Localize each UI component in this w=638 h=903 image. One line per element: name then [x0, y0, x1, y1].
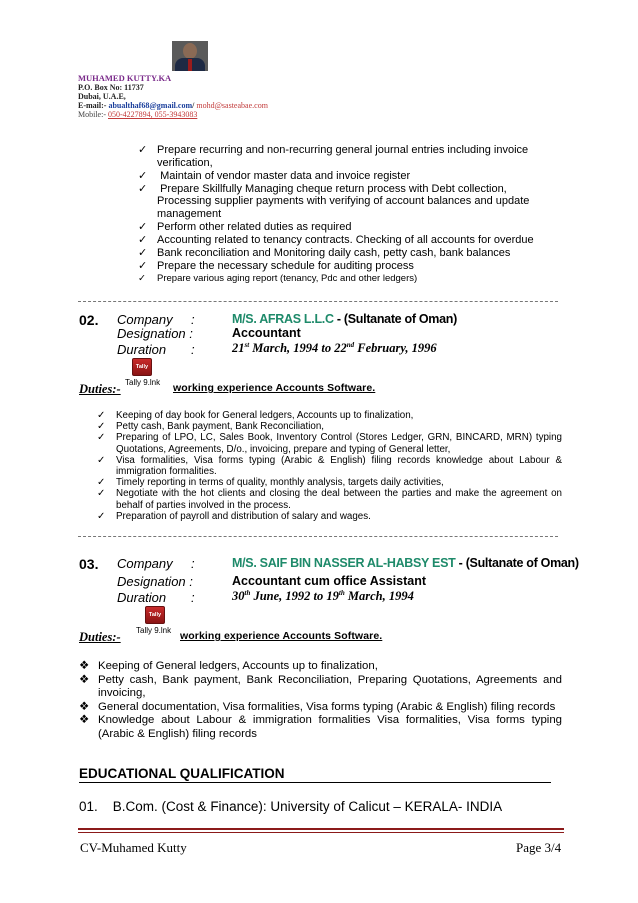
job-2-company-name: M/S. AFRAS L.L.C: [232, 312, 334, 326]
list-item: ✓ Bank reconciliation and Monitoring daily cash, petty cash, bank balances: [138, 246, 511, 259]
job-3-software-text: working experience Accounts Software.: [180, 630, 383, 642]
diamond-bullet-icon: ❖: [79, 673, 90, 686]
email-link-1[interactable]: abualthaf68@gmail.com: [108, 101, 193, 110]
footer-left: CV-Muhamed Kutty: [80, 840, 187, 855]
check-icon: ✓: [138, 144, 148, 156]
check-icon: ✓: [138, 272, 146, 284]
check-icon: ✓: [138, 246, 148, 259]
job-3-company: [232, 556, 579, 570]
list-item: ✓ Visa formalities, Visa forms typing (Arabic & English) filing records knowledge about Labour & immigration formalities.: [97, 454, 562, 478]
job-2-colon: :: [191, 342, 195, 357]
job-2-duration-label: Duration: [117, 342, 167, 357]
job-2-number: 02.: [79, 312, 99, 328]
list-item: ❖ Keeping of General ledgers, Accounts up to finalization,: [79, 660, 378, 672]
check-icon: ✓: [97, 454, 106, 466]
list-item: ✓ Preparing of LPO, LC, Sales Book, Inventory Control (Stores Ledger, GRN, BINCARD, MRN) typing Quotations, Agreements, D/o., invoicing, prepare and typing of General letter,: [97, 432, 562, 455]
check-icon: ✓: [97, 510, 106, 522]
header-name: MUHAMED KUTTY.KA: [78, 73, 172, 83]
list-item: ✓ Timely reporting in terms of quality, monthly analysis, targets daily activities,: [97, 477, 444, 489]
job-3-designation: Accountant cum office Assistant: [232, 574, 427, 588]
header-city: Dubai, U.A.E,: [78, 92, 126, 101]
job-2-duties-label: Duties:-: [79, 382, 121, 396]
job-2-colon: :: [191, 312, 195, 327]
check-icon: ✓: [97, 421, 106, 433]
diamond-bullet-icon: ❖: [79, 660, 90, 672]
job-3-duration: 30th June, 1992 to 19th March, 1994: [232, 589, 414, 604]
job-3-colon: :: [191, 556, 195, 571]
job-3-colon: :: [191, 590, 195, 605]
mobile-number: 050-4227894, 055-3943083: [108, 110, 198, 119]
check-icon: ✓: [138, 259, 148, 272]
job-2-duties-list: [97, 410, 562, 522]
list-item: ✓ Maintain of vendor master data and invoice register: [138, 169, 411, 182]
list-item: ❖ Knowledge about Labour & immigration formalities Visa formalities, Visa forms typing (Arabic & English) filing records: [79, 714, 562, 740]
page-number: Page 3/4: [516, 840, 562, 855]
check-icon: ✓: [97, 410, 106, 421]
list-item: ✓ Petty cash, Bank payment, Bank Reconciliation,: [97, 421, 325, 433]
job-2-software-text: working experience Accounts Software.: [173, 382, 376, 394]
job-2-company-label: Company: [117, 312, 173, 327]
list-item: ✓ Prepare recurring and non-recurring general journal entries including invoice verification,: [138, 144, 529, 169]
section-divider: [78, 301, 558, 302]
education-heading: EDUCATIONAL QUALIFICATION: [79, 766, 551, 783]
diamond-bullet-icon: ❖: [79, 700, 90, 713]
list-item: ✓ Negotiate with the hot clients and closing the deal between the parties and make the agreement on behalf of parties involved in the process.: [97, 488, 562, 511]
job-3-duties-list: [79, 660, 562, 742]
list-item: ✓ Perform other related duties as required: [138, 220, 352, 233]
job-2-company: [232, 312, 457, 326]
job-3-number: 03.: [79, 556, 99, 572]
tally-icon[interactable]: Tally: [132, 358, 152, 376]
tally-caption[interactable]: Tally 9.lnk: [136, 626, 172, 635]
job-3-duration-label: Duration: [117, 590, 167, 605]
tally-caption[interactable]: Tally 9.lnk: [125, 378, 161, 387]
mobile-label: Mobile:-: [78, 110, 106, 119]
list-item: ✓ Prepare Skillfully Managing cheque return process with Debt collection, Processing supplier payments with verifying of account balances and update management: [138, 182, 530, 220]
list-item: ✓ Preparation of payroll and distribution of salary and wages.: [97, 510, 371, 522]
tally-icon[interactable]: Tally: [145, 606, 165, 624]
job-3-company-name: M/S. SAIF BIN NASSER AL-HABSY EST: [232, 556, 456, 570]
check-icon: ✓: [138, 182, 148, 195]
check-icon: ✓: [138, 220, 148, 233]
list-item: ❖ Petty cash, Bank payment, Bank Reconciliation, Preparing Quotations, Agreements and invoicing,: [79, 673, 562, 700]
job-2-company-country: - (Sultanate of Oman): [336, 312, 457, 326]
header-po-box: P.O. Box No: 11737: [78, 83, 144, 92]
section-divider: [78, 536, 558, 537]
job-2-designation-label: Designation :: [117, 326, 193, 341]
list-item: ✓ Accounting related to tenancy contracts. Checking of all accounts for overdue: [138, 233, 534, 246]
list-item: ✓ Prepare various aging report (tenancy, Pdc and other ledgers): [138, 272, 418, 284]
list-item: ✓ Keeping of day book for General ledgers, Accounts up to finalization,: [97, 410, 414, 421]
list-item: ✓ Prepare the necessary schedule for auditing process: [138, 259, 414, 272]
job-3-designation-label: Designation :: [117, 574, 193, 589]
check-icon: ✓: [97, 432, 106, 444]
email-label: E-mail:-: [78, 101, 107, 110]
check-icon: ✓: [97, 488, 106, 500]
education-item: [79, 799, 502, 814]
diamond-bullet-icon: ❖: [79, 714, 90, 727]
job-3-duties-label: Duties:-: [79, 630, 121, 644]
footer-rule-thin: [78, 832, 564, 833]
job-2-designation: Accountant: [232, 326, 301, 340]
education-item-text: B.Com. (Cost & Finance): University of Calicut – KERALA- INDIA: [112, 799, 503, 814]
education-item-number: 01.: [79, 799, 98, 814]
email-separator: /: [192, 101, 195, 110]
job-3-company-label: Company: [117, 556, 173, 571]
check-icon: ✓: [97, 477, 106, 489]
email-link-2[interactable]: mohd@sasteabae.com: [196, 101, 268, 110]
job-2-duration: 21st March, 1994 to 22nd February, 1996: [232, 341, 437, 356]
profile-photo: [172, 41, 208, 71]
job-3-company-country: - (Sultanate of Oman): [458, 556, 579, 570]
check-icon: ✓: [138, 233, 148, 246]
header-mobile: [78, 110, 197, 120]
responsibilities-list: [138, 144, 558, 286]
footer-rule: [78, 828, 564, 830]
check-icon: ✓: [138, 169, 148, 182]
list-item: ❖ General documentation, Visa formalities, Visa forms typing (Arabic & English) filing records: [79, 700, 556, 713]
